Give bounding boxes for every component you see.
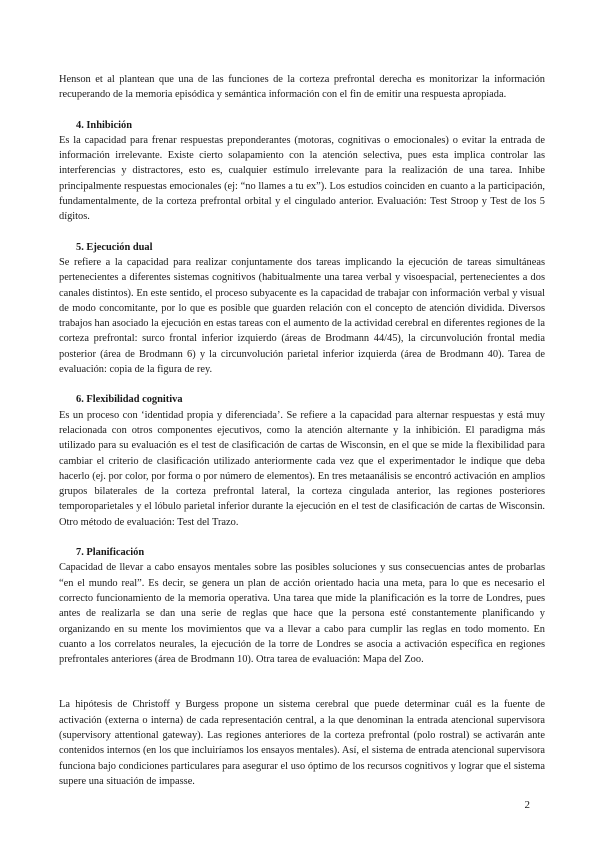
section-body-flexibilidad: Es un proceso con ‘identidad propia y diferenciada’. Se refiere a la capacidad para alternar respuestas y está muy relacionada con otros componentes ejecutivos, como la atención alternante y la inhibición. El paradigma más utilizado para su evaluación es el test de clasificación de cartas de Wisconsin, en el que se mide la flexibilidad para cambiar el criterio de clasificación utilizado anteriormente cada vez que el experimentador le indique que deba hacerlo (ej. por color, por forma o por número de elementos). En tres metaanálisis se encontró activación en amplios grupos bilaterales de la corteza prefrontal lateral, la corteza cingulada anterior, las regiones posteriores temporoparietales y el lóbulo parietal inferior durante la ejecución en el test de clasificación de cartas de Wisconsin. Otro método de evaluación: Test del Trazo.	[59, 409, 545, 528]
section-body-inhibicion: Es la capacidad para frenar respuestas preponderantes (motoras, cognitivas o emocionales) o evitar la entrada de información irrelevante. Existe cierto solapamiento con la atención selectiva, pues esta implica controlar las interferencias y distractores, esto es, cualquier estímulo irrelevante para la realización de una tarea. Inhibe principalmente respuestas emocionales (ej: “no llames a tu ex”). Los estudios coinciden en cuanto a la participación, fundamentalmente, de la corteza prefrontal orbital y el cingulado anterior. Evaluación: Test Stroop y Test de los 5 dígitos.	[59, 134, 545, 223]
spacer	[59, 682, 545, 697]
section-body-planificacion: Capacidad de llevar a cabo ensayos mentales sobre las posibles soluciones y sus consecuencias antes de probarlas “en el mundo real”. Es decir, se genera un plan de acción orientado hacia una meta, para lo que es necesario el correcto funcionamiento de la memoria operativa. Una tarea que mide la planificación es la torre de Londres, pues antes de realizarla se dan una serie de reglas que hace que la persona esté constantemente planificando y organizando en su mente los movimientos que va a llevar a cabo para cumplir las reglas en todo momento. En cuanto a los correlatos neurales, la ejecución de la torre de Londres se asocia a activación específica en regiones prefrontales anteriores (área de Brodmann 10). Otra tarea de evaluación: Mapa del Zoo.	[59, 562, 545, 666]
section-heading-planificacion: 7. Planificación	[76, 547, 145, 559]
section-heading-flexibilidad: 6. Flexibilidad cognitiva	[76, 394, 183, 406]
section-body-ejecucion-dual: Se refiere a la capacidad para realizar conjuntamente dos tareas implicando la ejecución de tareas simultáneas pertenecientes a diferentes sistemas cognitivos (habitualmente una tarea verbal y visoespacial, pertenecientes a dos canales distintos). En este sentido, el proceso subyacente es la capacidad de trabajar con información verbal y visual de modo concomitante, por lo que es posible que guarden relación con el concepto de atención dividida. Diversos trabajos han asociado la ejecución en estas tareas con el aumento de la actividad cerebral en diferentes regiones de la corteza prefrontal: surco frontal inferior izquierdo (áreas de Brodmann 44/45), la circunvolución frontal media posterior (área de Brodmann 6) y la circunvolución parietal inferior izquierda (área de Brodmann 40). Tarea de evaluación: copia de la figura de rey.	[59, 256, 545, 376]
spacer	[59, 530, 545, 545]
spacer	[59, 667, 545, 682]
spacer	[59, 225, 545, 240]
intro-paragraph: Henson et al plantean que una de las funciones de la corteza prefrontal derecha es monitorizar la información recuperando de la memoria episódica y semántica información con el fin de emitir una respuesta apropiada.	[59, 74, 545, 101]
document-page	[59, 72, 545, 789]
section-heading-inhibicion: 4. Inhibición	[76, 119, 133, 131]
spacer	[59, 103, 545, 118]
section-heading-ejecucion-dual: 5. Ejecución dual	[76, 241, 153, 253]
closing-paragraph: La hipótesis de Christoff y Burgess propone un sistema cerebral que puede determinar cuál es la fuente de activación (externa o interna) de cada representación central, a la que denominan la entrada atencional supervisora (supervisory attentional gateway). Las regiones anteriores de la corteza prefrontal (polo rostral) se activarán ante contenidos internos (en los que incluiríamos los ensayos mentales). Así, el sistema de entrada atencional supervisora funciona bajo condiciones particulares para asegurar el uso óptimo de los recursos cognitivos y lograr que el sistema supere una situación de impasse.	[59, 699, 545, 787]
page-number: 2	[524, 799, 530, 811]
spacer	[59, 377, 545, 392]
